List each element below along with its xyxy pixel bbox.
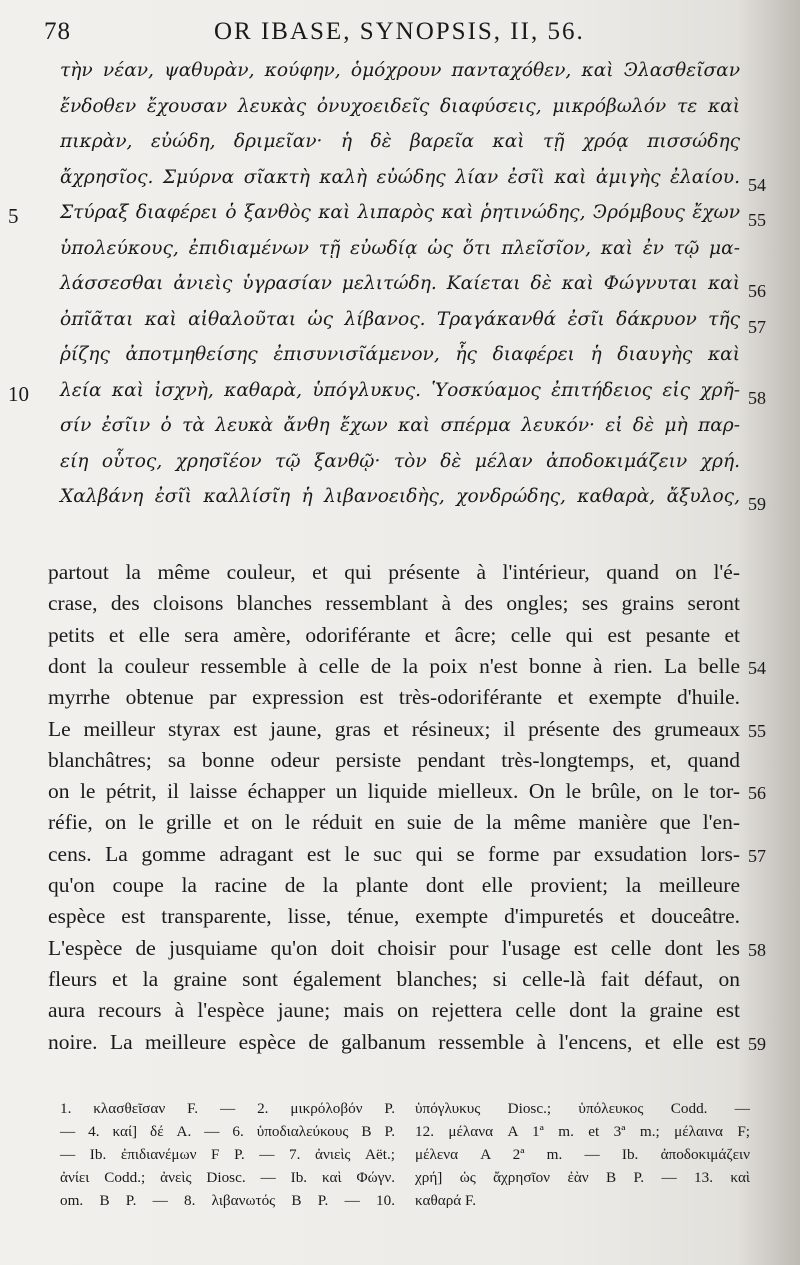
- greek-line: ἔνδοθεν ἔχουσαν λευκὰς ὀνυχοειδεῖς διαφύσεις, μικρόβωλόν τε καὶ: [60, 95, 740, 117]
- footnotes-left-column: [60, 1100, 395, 1215]
- section-number: 58: [748, 939, 766, 960]
- french-line: crase, des cloisons blanches ressemblant à des ongles; ses grains seront: [48, 591, 740, 616]
- greek-line: λεία καὶ ἰσχνὴ, καθαρὰ, ὑπόγλυκυς. Ὑοσκύαμος ἐπιτήδειος εἰς χρῆ-: [60, 379, 740, 401]
- footnote-line: μέλενα A 2ª m. — Ib. ἀποδοκιμάζειν: [415, 1146, 750, 1163]
- section-number: 57: [748, 845, 766, 866]
- greek-line: ῥίζης ἀποτμηθείσης ἐπισυνισῖάμενον, ἧς διαφέρει ἡ διαυγὴς καὶ: [60, 344, 740, 365]
- footnotes-right-column: [415, 1100, 750, 1215]
- page-number: 78: [44, 18, 71, 45]
- greek-line: ἄχρησῖος. Σμύρνα σῖακτὴ καλὴ εὐώδης λίαν ἐσῖὶ καὶ ἀμιγὴς ἐλαίου.: [60, 166, 740, 188]
- french-line: myrrhe obtenue par expression est très-odoriférante et exempte d'huile.: [48, 685, 740, 710]
- french-line: qu'on coupe la racine de la plante dont elle provient; la meilleure: [48, 873, 740, 897]
- footnote-line: ὑπόγλυκυς Diosc.; ὑπόλευκος Codd. —: [415, 1100, 750, 1117]
- footnote-line: 1. κλασθεῖσαν F. — 2. μικρόλοβόν P.: [60, 1100, 395, 1117]
- line-number: 5: [8, 204, 19, 228]
- footnote-line: — 4. καί] δέ A. — 6. ὑποδιαλεύκους B P.: [60, 1123, 395, 1140]
- french-line: Le meilleur styrax est jaune, gras et résineux; il présente des grumeaux: [48, 716, 740, 741]
- greek-line: ὑπολεύκους, ἐπιδιαμένων τῇ εὐωδίᾳ ὡς ὅτι πλεῖσῖον, καὶ ἐν τῷ μα-: [60, 237, 740, 259]
- section-number: 54: [748, 657, 766, 678]
- footnote-line: 12. μέλανα A 1ª m. et 3ª m.; μέλαινα F;: [415, 1123, 750, 1140]
- french-line: L'espèce de jusquiame qu'on doit choisir pour l'usage est celle dont les: [48, 935, 740, 960]
- section-number: 56: [748, 281, 766, 301]
- french-line: aura recours à l'espèce jaune; mais on rejettera celle dont la graine est: [48, 998, 740, 1023]
- french-line: partout la même couleur, et qui présente à l'intérieur, quand on l'é-: [48, 560, 740, 584]
- french-line: réfie, on le grille et on le réduit en suie de la même manière que l'en-: [48, 810, 740, 835]
- greek-line: Χαλβάνη ἐσῖὶ καλλίσῖη ἡ λιβανοειδὴς, χονδρώδης, καθαρὰ, ἄξυλος,: [60, 486, 740, 507]
- french-line: noire. La meilleure espèce de galbanum ressemble à l'encens, et elle est: [48, 1029, 740, 1054]
- footnote-line: χρή] ὡς ἄχρησῖον ἐὰν B P. — 13. καὶ: [415, 1169, 750, 1186]
- section-number: 56: [748, 783, 766, 804]
- french-line: cens. La gomme adragant est le suc qui se forme par exsudation lors-: [48, 841, 740, 866]
- line-number: 10: [8, 381, 29, 406]
- greek-line: λάσσεσθαι ἀνιεὶς ὑγρασίαν μελιτώδη. Καίεται δὲ καὶ Φώγνυται καὶ: [60, 273, 740, 294]
- footnote-line: — Ib. ἐπιδιανέμων F P. — 7. ἀνιεὶς Aët.;: [60, 1146, 395, 1163]
- footnote-line: om. B P. — 8. λιβανωτός B P. — 10.: [60, 1192, 395, 1209]
- running-title: OR IBASE, SYNOPSIS, II, 56.: [214, 18, 585, 45]
- french-line: blanchâtres; sa bonne odeur persiste pendant très-longtemps, et, quand: [48, 747, 740, 772]
- greek-line: είη οὗτος, χρησῖέον τῷ ξανθῷ· τὸν δὲ μέλαν ἀποδοκιμάζειν χρή.: [60, 450, 740, 472]
- greek-line: ὀπῖᾶται καὶ αἰθαλοῦται ὡς λίβανος. Τραγάκανθά ἐσῖι δάκρυον τῆς: [60, 308, 740, 330]
- section-number: 55: [748, 210, 766, 230]
- section-number: 59: [748, 494, 766, 514]
- footnote-line: καθαρά F.: [415, 1192, 477, 1209]
- french-line: espèce est transparente, lisse, ténue, exempte d'impuretés et douceâtre.: [48, 904, 740, 929]
- french-line: on le pétrit, il laisse échapper un liquide mielleux. On le brûle, on le tor-: [48, 779, 740, 804]
- french-line: dont la couleur ressemble à celle de la poix n'est bonne à rien. La belle: [48, 653, 740, 678]
- french-line: petits et elle sera amère, odoriférante et âcre; celle qui est pesante et: [48, 622, 740, 647]
- footnote-line: ἀνίει Codd.; ἀνεὶς Diosc. — Ib. καὶ Φώγν.: [60, 1169, 395, 1186]
- section-number: 57: [748, 316, 766, 337]
- footnotes: [60, 1100, 750, 1240]
- section-number: 59: [748, 1033, 766, 1054]
- section-number: 58: [748, 387, 766, 408]
- section-number: 54: [748, 174, 766, 195]
- greek-line: πικρὰν, εὐώδη, δριμεῖαν· ἡ δὲ βαρεῖα καὶ τῇ χρόᾳ πισσώδης: [60, 131, 740, 152]
- greek-line: Στύραξ διαφέρει ὁ ξανθὸς καὶ λιπαρὸς καὶ ῥητινώδης, Ͽρόμβους ἔχων: [60, 202, 740, 223]
- greek-line: τὴν νέαν, ψαθυρὰν, κούφην, ὁμόχρουν πανταχόθεν, καὶ Ͽλασθεῖσαν: [60, 60, 740, 81]
- french-line: fleurs et la graine sont également blanches; si celle-là fait défaut, on: [48, 966, 740, 991]
- section-number: 55: [748, 720, 766, 741]
- greek-line: σίν ἐσῖιν ὁ τὰ λευκὰ ἄνθη ἔχων καὶ σπέρμα λευκόν· εἰ δὲ μὴ παρ-: [60, 415, 740, 436]
- page-header: [44, 18, 744, 52]
